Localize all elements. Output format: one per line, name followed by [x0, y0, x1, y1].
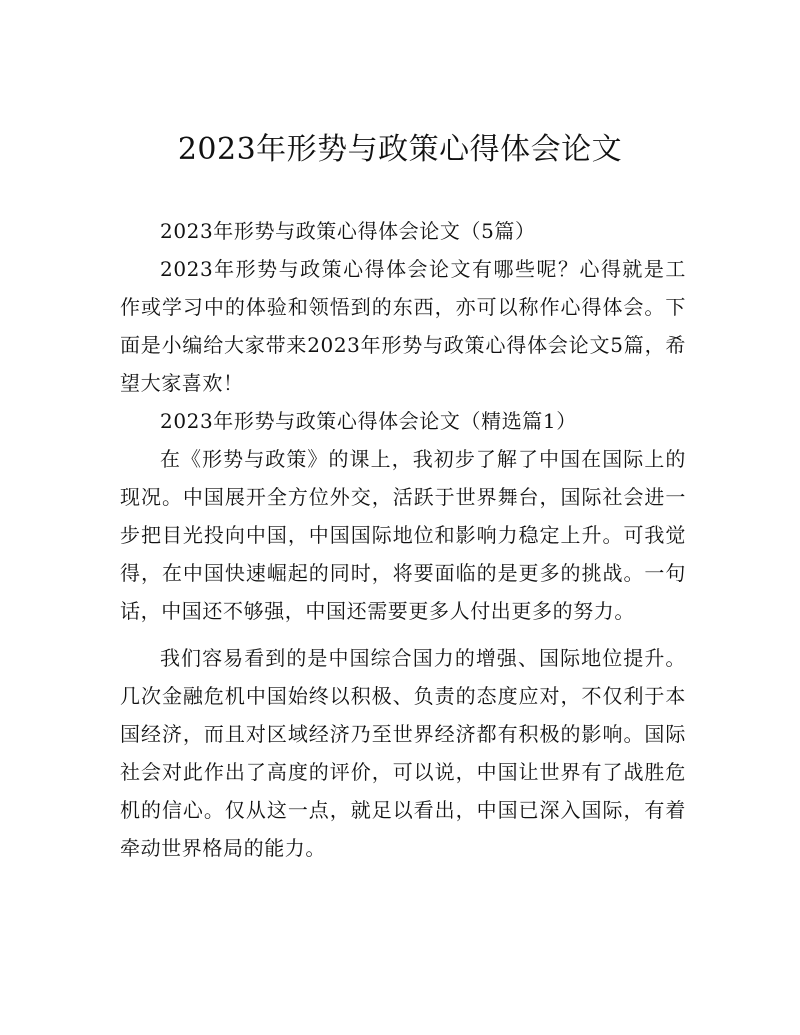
paragraph-body-2: 我们容易看到的是中国综合国力的增强、国际地位提升。几次金融危机中国始终以积极、负责的态度应对，不仅利于本国经济，而且对区域经济乃至世界经济都有积极的影响。国际社会对此作出了高度的评价，可以说，中国让世界有了战胜危机的信心。仅从这一点，就足以看出，中国已深入国际，有着牵动世界格局的能力。	[120, 646, 686, 860]
paragraph-section-heading: 2023年形势与政策心得体会论文（精选篇1）	[160, 409, 577, 433]
paragraph-subtitle: 2023年形势与政策心得体会论文（5篇）	[160, 219, 536, 243]
paragraph-intro: 2023年形势与政策心得体会论文有哪些呢？心得就是工作或学习中的体验和领悟到的东西，亦可以称作心得体会。下面是小编给大家带来2023年形势与政策心得体会论文5篇，希望大家喜欢！	[120, 257, 686, 395]
document-title: 2023年形势与政策心得体会论文	[177, 132, 623, 167]
paragraph-body-1: 在《形势与政策》的课上，我初步了解了中国在国际上的现况。中国展开全方位外交，活跃于世界舞台，国际社会进一步把目光投向中国，中国国际地位和影响力稳定上升。可我觉得，在中国快速崛起的同时，将要面临的是更多的挑战。一句话，中国还不够强，中国还需要更多人付出更多的努力。	[120, 447, 686, 623]
document-body	[120, 212, 686, 867]
